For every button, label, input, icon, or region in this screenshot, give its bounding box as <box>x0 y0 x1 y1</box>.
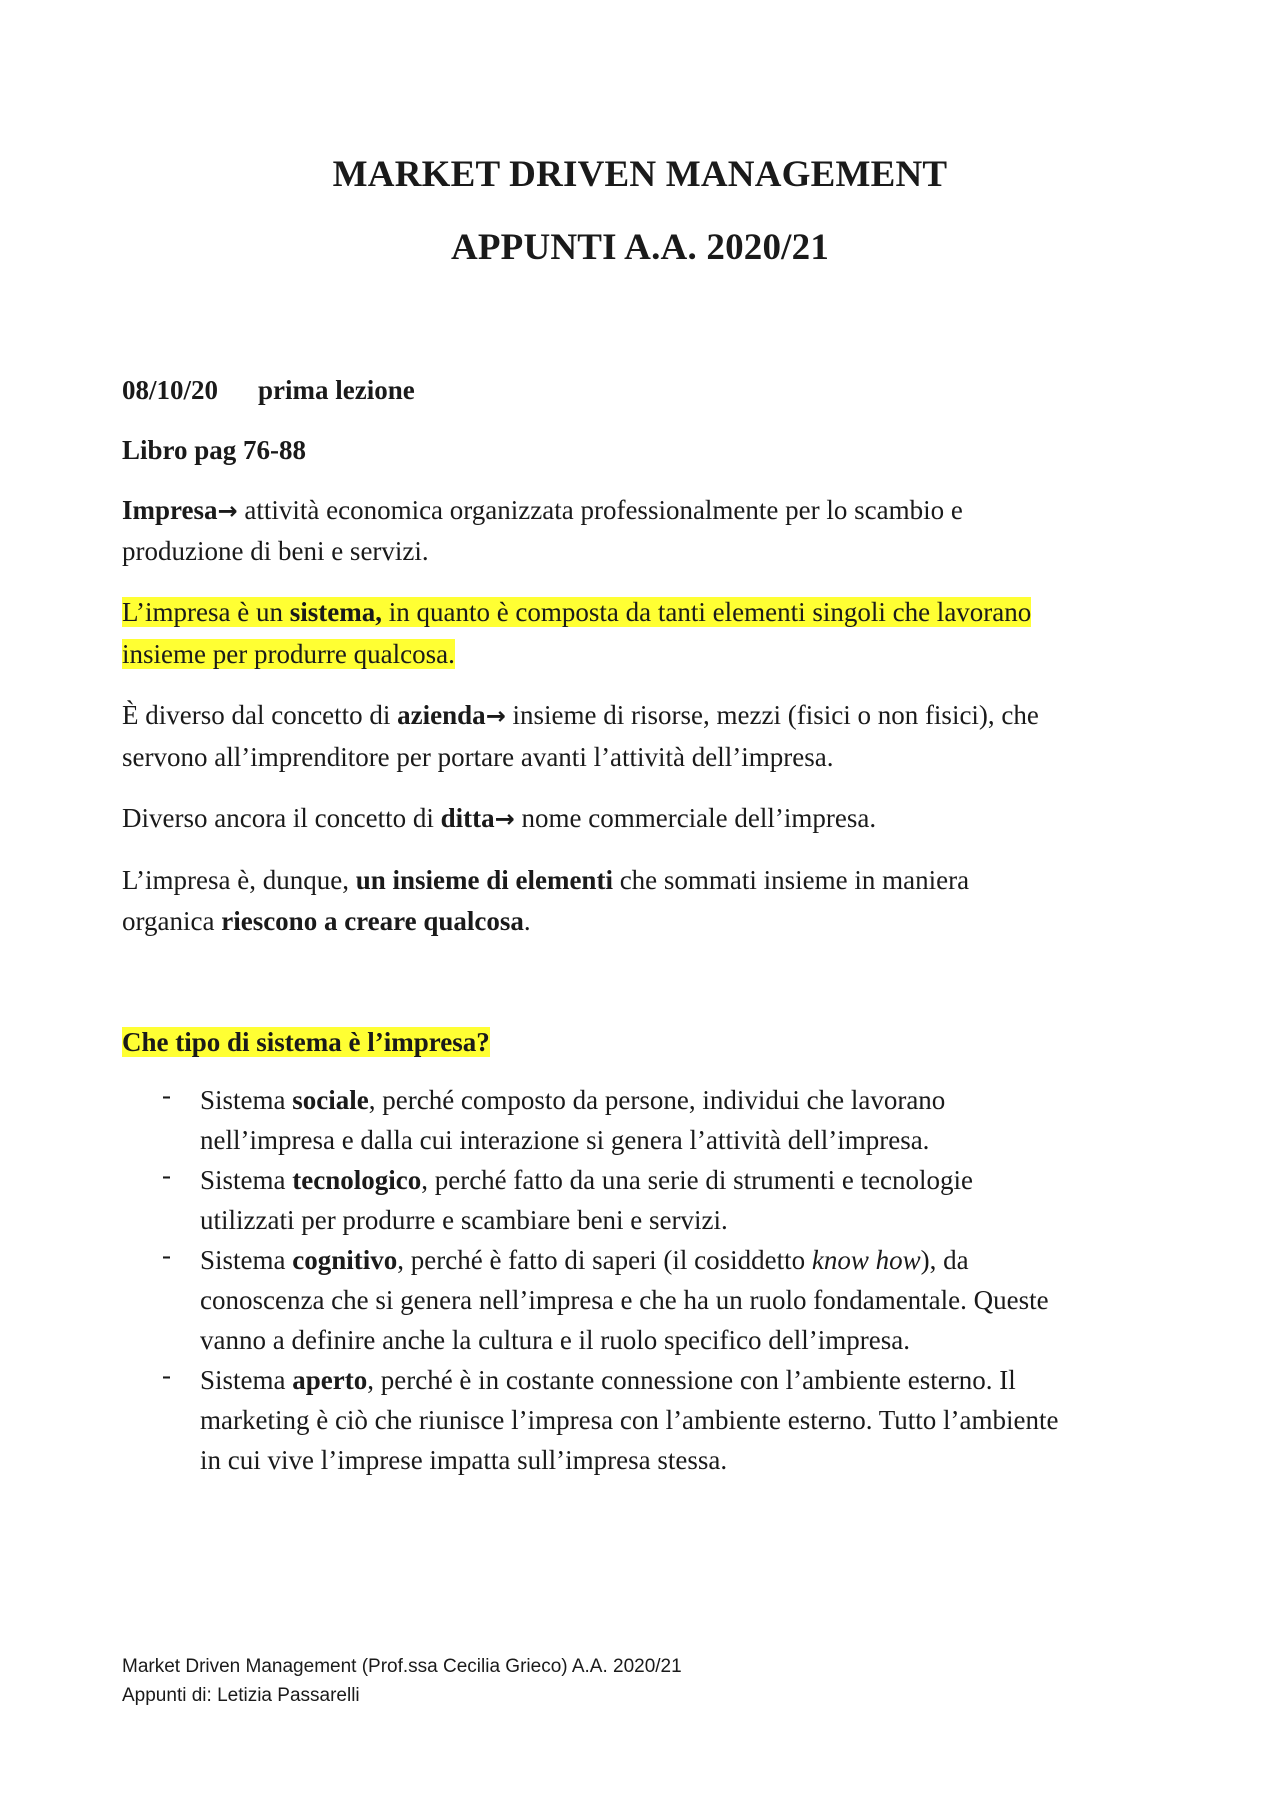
list-bullet: - <box>162 1360 171 1390</box>
footer-course: Market Driven Management (Prof.ssa Cecilia Grieco) A.A. 2020/21 <box>122 1656 682 1677</box>
sistema-highlight-line1: L’impresa è un sistema, in quanto è composta da tanti elementi singoli che lavorano <box>122 597 1032 627</box>
arrow-right-icon: → <box>485 702 506 730</box>
arrow-right-icon: → <box>217 497 238 525</box>
footer-author: Appunti di: Letizia Passarelli <box>122 1685 360 1706</box>
list-item: Sistema cognitivo, perché è fatto di saperi (il cosiddetto know how), da conoscenza che si genera nell’impresa e che ha un ruolo fondamentale. Queste vanno a definire anche la cultura e il ruolo specifico dell’impresa. <box>200 1245 1049 1355</box>
book-reference: Libro pag 76-88 <box>122 435 307 465</box>
insieme-line1: L’impresa è, dunque, un insieme di elementi che sommati insieme in maniera <box>122 865 970 895</box>
section-question: Che tipo di sistema è l’impresa? <box>122 1027 490 1057</box>
arrow-right-icon: → <box>494 805 515 833</box>
insieme-line2: organica riescono a creare qualcosa. <box>122 906 531 936</box>
impresa-definition-line2: produzione di beni e servizi. <box>122 536 429 566</box>
azienda-line1: È diverso dal concetto di azienda→ insieme di risorse, mezzi (fisici o non fisici), che <box>122 700 1039 730</box>
document-title: MARKET DRIVEN MANAGEMENT <box>332 154 948 195</box>
lesson-header <box>122 369 415 411</box>
impresa-definition-line1: Impresa→ attività economica organizzata professionalmente per lo scambio e <box>122 495 963 525</box>
document-subtitle: APPUNTI A.A. 2020/21 <box>450 227 830 268</box>
list-bullet: - <box>162 1080 171 1110</box>
list-item: Sistema aperto, perché è in costante connessione con l’ambiente esterno. Il marketing è ciò che riunisce l’impresa con l’ambiente esterno. Tutto l’ambiente in cui vive l’imprese impatta sull’impresa stessa. <box>200 1365 1059 1475</box>
impresa-term: Impresa <box>122 495 218 525</box>
list-item: Sistema tecnologico, perché fatto da una serie di strumenti e tecnologie utilizzati per produrre e scambiare beni e servizi. <box>200 1165 974 1235</box>
ditta-term: ditta <box>440 803 495 833</box>
sistema-term: sistema, <box>289 597 382 627</box>
list-bullet: - <box>162 1240 171 1270</box>
azienda-line2: servono all’imprenditore per portare avanti l’attività dell’impresa. <box>122 742 834 772</box>
lesson-date: 08/10/20 <box>122 375 219 405</box>
lesson-label: prima lezione <box>258 375 415 405</box>
ditta-line: Diverso ancora il concetto di ditta→ nome commerciale dell’impresa. <box>122 803 877 833</box>
azienda-term: azienda <box>397 700 486 730</box>
sistema-highlight-line2: insieme per produrre qualcosa. <box>122 639 455 669</box>
list-item: Sistema sociale, perché composto da persone, individui che lavorano nell’impresa e dalla cui interazione si genera l’attività dell’impresa. <box>200 1085 946 1155</box>
page-footer <box>122 1652 682 1710</box>
list-bullet: - <box>162 1160 171 1190</box>
